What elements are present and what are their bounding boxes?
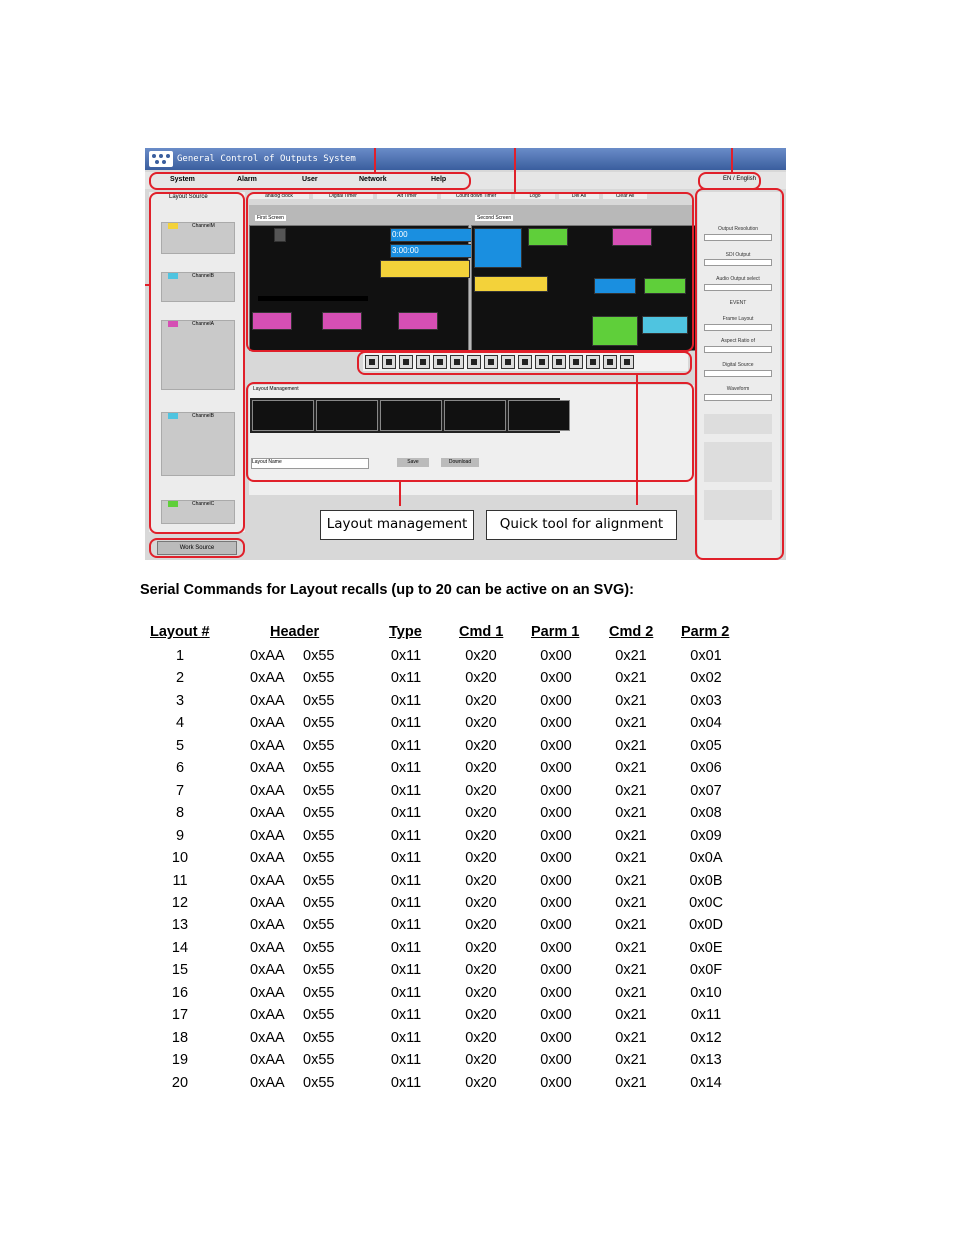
col-header-parm2: Parm 2: [681, 624, 730, 640]
layout-name-label: Layout Name: [252, 459, 282, 465]
work-source-button[interactable]: Work Source: [157, 541, 237, 555]
table-cell: 0x55: [303, 894, 335, 911]
table-cell: 0x21: [615, 850, 647, 867]
table-cell: 17: [171, 1007, 189, 1024]
table-cell: 0x00: [540, 737, 572, 754]
table-cell: 0x14: [690, 1074, 722, 1091]
col-header-layout: Layout #: [150, 624, 210, 640]
table-cell: 0x21: [615, 939, 647, 956]
table-cell: 0xAA: [250, 1074, 285, 1091]
table-cell: 0x07: [690, 782, 722, 799]
table-cell: 0xAA: [250, 939, 285, 956]
channel-label: ChannelA: [192, 321, 214, 327]
table-cell: 0x09: [690, 827, 722, 844]
quick-tool-callout: Quick tool for alignment: [486, 510, 677, 540]
annotation-line: [145, 284, 149, 286]
table-cell: 8: [175, 805, 185, 822]
table-cell: 0x20: [465, 894, 497, 911]
channel-label: ChannelM: [192, 223, 215, 229]
table-cell: 0x55: [303, 737, 335, 754]
table-cell: 0x20: [465, 1029, 497, 1046]
table-cell: 9: [175, 827, 185, 844]
prop-label: Digital Source: [722, 362, 754, 368]
table-cell: 0x21: [615, 894, 647, 911]
annotation-arrow-line: [399, 482, 401, 506]
table-cell: 0x55: [303, 1052, 335, 1069]
table-cell: 0x20: [465, 939, 497, 956]
annotation-toolbar-box: [357, 351, 692, 375]
prop-label: Frame Layout: [722, 316, 754, 322]
table-cell: 7: [175, 782, 185, 799]
table-cell: 0x11: [390, 962, 422, 979]
table-cell: 0x20: [465, 962, 497, 979]
table-cell: 0x21: [615, 984, 647, 1001]
table-cell: 10: [171, 850, 189, 867]
table-cell: 0x55: [303, 850, 335, 867]
table-cell: 0x55: [303, 962, 335, 979]
delete-all-button[interactable]: Del All: [559, 193, 599, 199]
table-cell: 0x20: [465, 827, 497, 844]
table-cell: 0x11: [390, 648, 422, 664]
table-cell: 6: [175, 760, 185, 777]
table-cell: 0x00: [540, 1074, 572, 1091]
table-cell: 3: [175, 692, 185, 709]
table-cell: 0x06: [690, 760, 722, 777]
table-cell: 0x11: [390, 715, 422, 732]
table-cell: 0xAA: [250, 962, 285, 979]
table-cell: 20: [171, 1074, 189, 1091]
layout-management-tab[interactable]: Layout Management: [253, 386, 299, 392]
table-cell: 0x00: [540, 827, 572, 844]
table-cell: 0x55: [303, 805, 335, 822]
annotation-work-source-box: [149, 538, 245, 558]
annotation-line: [374, 148, 376, 172]
table-cell: 0x20: [465, 1007, 497, 1024]
table-cell: 14: [171, 939, 189, 956]
table-cell: 0x12: [690, 1029, 722, 1046]
analog-clock-button[interactable]: analog clock: [249, 193, 309, 199]
table-cell: 0x20: [465, 1052, 497, 1069]
table-cell: 0x00: [540, 939, 572, 956]
table-cell: 13: [171, 917, 189, 934]
table-cell: 0x20: [465, 917, 497, 934]
table-cell: 18: [171, 1029, 189, 1046]
table-cell: 0x11: [390, 760, 422, 777]
clear-all-button[interactable]: Clear All: [603, 193, 647, 199]
table-cell: 1: [175, 648, 185, 664]
table-cell: 0x11: [390, 1029, 422, 1046]
channel-label: ChannelC: [192, 501, 215, 507]
table-cell: 0x11: [390, 984, 422, 1001]
table-cell: 0x21: [615, 737, 647, 754]
table-cell: 0x00: [540, 648, 572, 664]
table-cell: 0x21: [615, 670, 647, 687]
col-header-header: Header: [270, 624, 320, 640]
table-cell: 0x0C: [689, 894, 723, 911]
table-cell: 0x11: [390, 939, 422, 956]
table-cell: 0x11: [390, 805, 422, 822]
table-cell: 0x20: [465, 805, 497, 822]
table-cell: 0x13: [690, 1052, 722, 1069]
table-cell: 19: [171, 1052, 189, 1069]
table-cell: 0x00: [540, 962, 572, 979]
app-logo-icon: [149, 151, 173, 167]
window-titlebar: [145, 148, 786, 170]
table-cell: 15: [171, 962, 189, 979]
table-cell: 0x0A: [689, 850, 723, 867]
table-cell: 0x00: [540, 850, 572, 867]
annotation-properties-box: [695, 188, 784, 560]
table-cell: 0x00: [540, 782, 572, 799]
annotation-source-box: [149, 192, 245, 534]
table-cell: 0x01: [690, 648, 722, 664]
table-cell: 0x55: [303, 1029, 335, 1046]
table-cell: 0x20: [465, 715, 497, 732]
table-cell: 0x11: [390, 894, 422, 911]
table-cell: 0x00: [540, 670, 572, 687]
table-cell: 0x21: [615, 827, 647, 844]
table-cell: 0x20: [465, 670, 497, 687]
prop-label: EVENT: [729, 300, 747, 306]
table-cell: 0x00: [540, 1007, 572, 1024]
table-cell: 0xAA: [250, 827, 285, 844]
table-cell: 0x02: [690, 670, 722, 687]
table-cell: 0x55: [303, 1074, 335, 1091]
table-cell: 0x0B: [689, 872, 723, 889]
menu-system[interactable]: System: [170, 176, 195, 183]
table-cell: 0x11: [390, 692, 422, 709]
prop-label: SDI Output: [725, 252, 751, 258]
table-cell: 0x55: [303, 648, 335, 664]
save-button[interactable]: Save: [397, 458, 429, 467]
table-cell: 0x55: [303, 670, 335, 687]
menu-network[interactable]: Network: [359, 176, 387, 183]
table-cell: 0x00: [540, 872, 572, 889]
prop-label: Waveform: [726, 386, 750, 392]
table-cell: 0x21: [615, 760, 647, 777]
table-cell: 0x20: [465, 1074, 497, 1091]
layout-management-callout: Layout management: [320, 510, 474, 540]
table-cell: 0x20: [465, 782, 497, 799]
channel-label: ChannelB: [192, 273, 214, 279]
table-cell: 0x11: [390, 872, 422, 889]
table-cell: 0xAA: [250, 1029, 285, 1046]
table-cell: 0x21: [615, 805, 647, 822]
col-header-type: Type: [389, 624, 422, 640]
window-title: General Control of Outputs System: [177, 154, 356, 164]
table-cell: 0xAA: [250, 648, 285, 664]
table-cell: 0x55: [303, 939, 335, 956]
table-cell: 0x55: [303, 692, 335, 709]
table-cell: 0x00: [540, 984, 572, 1001]
annotation-arrow-line: [636, 375, 638, 505]
table-cell: 0x08: [690, 805, 722, 822]
table-cell: 0x11: [390, 1007, 422, 1024]
download-button[interactable]: Download: [441, 458, 479, 467]
menu-help[interactable]: Help: [431, 176, 447, 183]
table-cell: 0x21: [615, 692, 647, 709]
table-cell: 0x21: [615, 715, 647, 732]
prop-label: Audio Output select: [716, 276, 760, 282]
table-cell: 0x04: [690, 715, 722, 732]
table-cell: 16: [171, 984, 189, 1001]
table-cell: 0x00: [540, 1029, 572, 1046]
section-heading: Serial Commands for Layout recalls (up to 20 can be active on an SVG):: [140, 582, 634, 598]
table-cell: 0xAA: [250, 850, 285, 867]
table-cell: 0x00: [540, 917, 572, 934]
table-cell: 0x21: [615, 872, 647, 889]
table-cell: 0x11: [390, 782, 422, 799]
table-cell: 0xAA: [250, 872, 285, 889]
clock-b: 3:00:00: [392, 246, 419, 255]
table-cell: 0x20: [465, 850, 497, 867]
table-cell: 0x20: [465, 692, 497, 709]
digital-timer-button[interactable]: Digital Timer: [313, 193, 373, 199]
table-cell: 0x11: [390, 1052, 422, 1069]
logo-button[interactable]: Logo: [515, 193, 555, 199]
table-cell: 0x20: [465, 984, 497, 1001]
table-cell: 0xAA: [250, 917, 285, 934]
table-cell: 2: [175, 670, 185, 687]
annotation-line: [514, 148, 516, 192]
menu-alarm[interactable]: Alarm: [237, 176, 257, 183]
table-cell: 0xAA: [250, 715, 285, 732]
table-cell: 0x55: [303, 827, 335, 844]
col-header-cmd1: Cmd 1: [459, 624, 504, 640]
table-cell: 0xAA: [250, 670, 285, 687]
table-cell: 0x11: [390, 917, 422, 934]
table-cell: 0x11: [690, 1007, 722, 1024]
prop-label: Aspect Ratio of: [721, 338, 755, 344]
table-cell: 4: [175, 715, 185, 732]
table-cell: 0x20: [465, 872, 497, 889]
clock-a: 0:00: [392, 230, 408, 239]
table-cell: 0x21: [615, 1029, 647, 1046]
table-cell: 5: [175, 737, 185, 754]
table-cell: 0x20: [465, 737, 497, 754]
table-cell: 0x55: [303, 984, 335, 1001]
table-cell: 0xAA: [250, 1007, 285, 1024]
table-cell: 0x55: [303, 1007, 335, 1024]
table-cell: 0x0F: [689, 962, 723, 979]
table-cell: 0x55: [303, 782, 335, 799]
menu-user[interactable]: User: [302, 176, 318, 183]
table-cell: 0xAA: [250, 1052, 285, 1069]
annotation-line: [731, 148, 733, 172]
table-cell: 0x0D: [689, 917, 723, 934]
table-cell: 0x00: [540, 894, 572, 911]
table-cell: 11: [172, 872, 188, 889]
table-cell: 0x21: [615, 1074, 647, 1091]
first-screen-label: First Screen: [257, 215, 284, 221]
table-cell: 0x03: [690, 692, 722, 709]
channel-label: ChannelB: [192, 413, 214, 419]
table-cell: 0x00: [540, 715, 572, 732]
table-cell: 0x11: [390, 737, 422, 754]
alt-timer-button[interactable]: Alt Timer: [377, 193, 437, 199]
table-cell: 0xAA: [250, 894, 285, 911]
table-cell: 0x21: [615, 648, 647, 664]
table-cell: 0xAA: [250, 805, 285, 822]
table-cell: 0x55: [303, 872, 335, 889]
table-cell: 0x0E: [689, 939, 723, 956]
table-cell: 0x11: [390, 670, 422, 687]
countdown-timer-button[interactable]: Count down Timer: [441, 193, 511, 199]
language-select[interactable]: EN / English: [722, 176, 756, 182]
table-cell: 0x21: [615, 917, 647, 934]
second-screen-label: Second Screen: [477, 215, 512, 221]
annotation-layout-box: [246, 382, 694, 482]
software-screenshot: [145, 148, 786, 560]
layout-source-tab[interactable]: Layout Source: [169, 194, 208, 200]
table-cell: 0x20: [465, 648, 497, 664]
table-cell: 0x20: [465, 760, 497, 777]
table-cell: 0x05: [690, 737, 722, 754]
table-cell: 0xAA: [250, 737, 285, 754]
table-cell: 0x00: [540, 805, 572, 822]
table-cell: 0x55: [303, 760, 335, 777]
table-cell: 0x00: [540, 760, 572, 777]
table-cell: 0x21: [615, 782, 647, 799]
table-cell: 0x55: [303, 715, 335, 732]
table-cell: 0x00: [540, 1052, 572, 1069]
table-cell: 0xAA: [250, 782, 285, 799]
annotation-menu-box: [149, 172, 471, 190]
table-cell: 0x10: [690, 984, 722, 1001]
table-cell: 0xAA: [250, 760, 285, 777]
col-header-parm1: Parm 1: [531, 624, 580, 640]
table-cell: 0xAA: [250, 984, 285, 1001]
table-cell: 12: [171, 894, 189, 911]
table-cell: 0x00: [540, 692, 572, 709]
table-cell: 0x11: [390, 827, 422, 844]
table-cell: 0x11: [390, 850, 422, 867]
table-cell: 0x21: [615, 1052, 647, 1069]
table-cell: 0xAA: [250, 692, 285, 709]
table-cell: 0x11: [390, 1074, 422, 1091]
prop-label: Output Resolution: [717, 226, 759, 232]
col-header-cmd2: Cmd 2: [609, 624, 654, 640]
table-cell: 0x55: [303, 917, 335, 934]
annotation-screens-box: [246, 192, 694, 352]
table-cell: 0x21: [615, 962, 647, 979]
table-cell: 0x21: [615, 1007, 647, 1024]
